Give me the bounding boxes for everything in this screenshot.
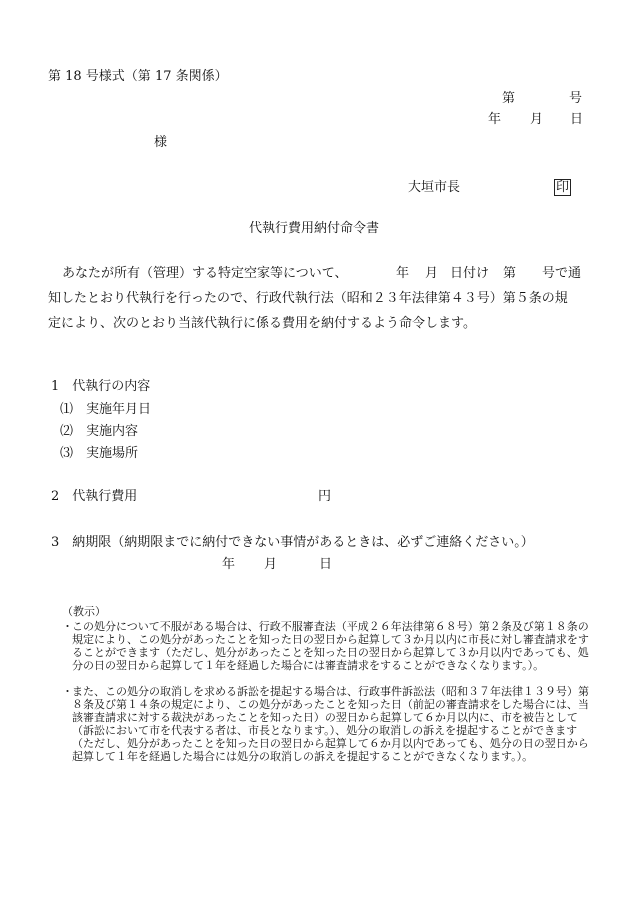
item1-label: 1 代執行の内容	[51, 379, 151, 394]
item1-sub1: ⑴ 実施年月日	[60, 402, 152, 417]
date-day: 日	[570, 112, 584, 127]
item1-sub2: ⑵ 実施内容	[60, 424, 139, 439]
item3-month: 月	[264, 557, 278, 572]
notice-heading: （教示）	[62, 605, 106, 618]
body-line3: 定により、次のとおり当該代執行に係る費用を納付するよう命令します。	[48, 316, 476, 331]
seal-mark	[554, 178, 571, 196]
page-title: 代執行費用納付命令書	[249, 221, 380, 236]
item1-sub3: ⑶ 実施場所	[60, 446, 139, 461]
notice-bullet2: また、この処分の取消しを求める訴訟を提起する場合は、行政事件訴訟法（昭和３７年法律１３９号）第８条及び第１４条の規定により、この処分があったことを知った日（前記の審査請求をした場合には、当該審査請求に対する裁決があったことを知った日）の翌日から起算して６か月以内に、市を被告として（訴訟において市を代表する者は、市長となります。）、処分の取消しの訴えを提起することができます（ただし、処分があったことを知った日の翌日から起算して６か月以内であっても、処分の日の翌日から起算して１年を経過した場合には処分の取消しの訴えを提起することができなくなります。）。	[72, 685, 589, 763]
form-label: 第 18 号様式（第 17 条関係）	[48, 69, 228, 84]
body-line1-month: 月	[425, 266, 439, 281]
body-line1-text: あなたが所有（管理）する特定空家等について、	[62, 266, 348, 281]
date-month: 月	[530, 112, 544, 127]
body-line1-end: 号で通	[542, 266, 582, 281]
issuer-name: 大垣市長	[408, 180, 461, 195]
doc-number-prefix: 第	[502, 91, 516, 106]
item2-label: 2 代執行費用	[51, 489, 138, 504]
seal-text: 印	[556, 180, 570, 195]
body-line2: 知したとおり代執行を行ったので、行政代執行法（昭和２３年法律第４３号）第５条の規	[48, 291, 568, 306]
recipient-suffix: 様	[154, 135, 168, 150]
item3-label: 3 納期限（納期限までに納付できない事情があるときは、必ずご連絡ください。）	[51, 535, 534, 550]
body-line1-dai: 第	[503, 266, 517, 281]
item2-unit: 円	[318, 489, 332, 504]
item3-day: 日	[319, 557, 333, 572]
notice-bullet1: この処分について不服がある場合は、行政不服審査法（平成２６年法律第６８号）第２条及び第１８条の規定により、この処分があったことを知った日の翌日から起算して３か月以内に市長に対し審査請求をすることができます（ただし、処分があったことを知った日の翌日から起算して３か月以内であっても、処分の日の翌日から起算して１年を経過した場合には審査請求をすることができなくなります。）。	[72, 620, 589, 672]
item3-year: 年	[222, 557, 236, 572]
notice-bullet1-mark: ・	[62, 620, 73, 633]
notice-bullet2-mark: ・	[62, 685, 73, 698]
body-line1-year: 年	[396, 266, 410, 281]
body-line1-dated: 日付け	[450, 266, 490, 281]
doc-number-suffix: 号	[569, 91, 583, 106]
date-year: 年	[488, 112, 502, 127]
